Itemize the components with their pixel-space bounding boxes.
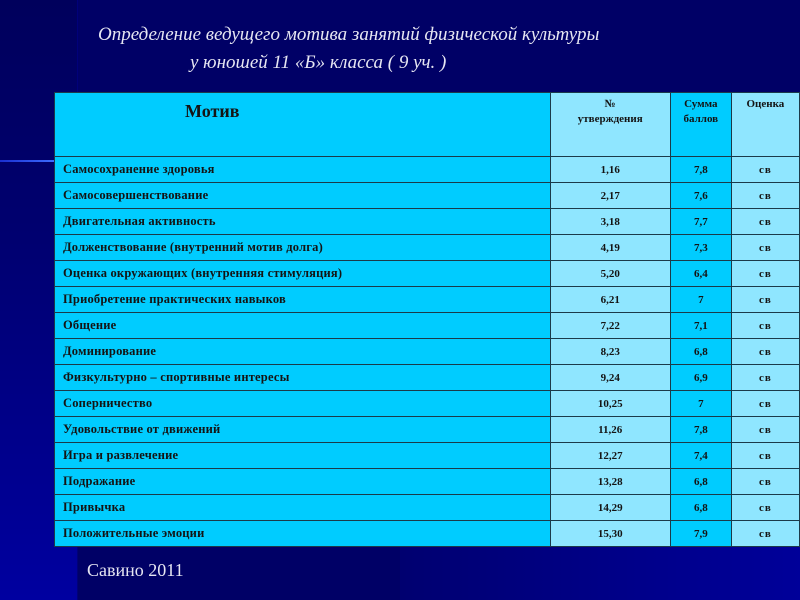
cell-score-sum: 7,9 xyxy=(670,521,731,547)
cell-score-sum: 7,8 xyxy=(670,157,731,183)
table-row xyxy=(55,313,800,339)
cell-statement-number: 13,28 xyxy=(550,469,670,495)
cell-motive: Подражание xyxy=(55,469,551,495)
cell-statement-number: 11,26 xyxy=(550,417,670,443)
header-score-sum-line-2: баллов xyxy=(683,113,719,125)
cell-score-sum: 7,4 xyxy=(670,443,731,469)
table-row xyxy=(55,417,800,443)
slide-title-line-1: Определение ведущего мотива занятий физической культуры xyxy=(98,24,600,45)
cell-score-sum: 7,6 xyxy=(670,183,731,209)
cell-rating: св xyxy=(731,261,799,287)
cell-score-sum: 7,1 xyxy=(670,313,731,339)
table-row xyxy=(55,469,800,495)
motive-table xyxy=(54,92,800,547)
cell-rating: св xyxy=(731,313,799,339)
cell-rating: св xyxy=(731,235,799,261)
cell-rating: св xyxy=(731,469,799,495)
header-statement-number-line-2: утверждения xyxy=(577,113,643,125)
cell-score-sum: 7 xyxy=(670,287,731,313)
cell-rating: св xyxy=(731,183,799,209)
cell-score-sum: 6,4 xyxy=(670,261,731,287)
header-statement-number xyxy=(550,93,670,157)
decorative-accent-line xyxy=(0,160,54,162)
table-row xyxy=(55,339,800,365)
cell-score-sum: 7,7 xyxy=(670,209,731,235)
table-row xyxy=(55,261,800,287)
cell-motive: Оценка окружающих (внутренняя стимуляция) xyxy=(55,261,551,287)
cell-motive: Привычка xyxy=(55,495,551,521)
cell-score-sum: 6,8 xyxy=(670,495,731,521)
cell-score-sum: 7,3 xyxy=(670,235,731,261)
header-statement-number-line-1: № xyxy=(604,98,616,110)
table-row xyxy=(55,183,800,209)
cell-statement-number: 7,22 xyxy=(550,313,670,339)
cell-statement-number: 9,24 xyxy=(550,365,670,391)
cell-rating: св xyxy=(731,365,799,391)
cell-rating: св xyxy=(731,495,799,521)
table-row xyxy=(55,365,800,391)
cell-statement-number: 14,29 xyxy=(550,495,670,521)
cell-motive: Игра и развлечение xyxy=(55,443,551,469)
cell-score-sum: 6,8 xyxy=(670,339,731,365)
cell-statement-number: 1,16 xyxy=(550,157,670,183)
cell-rating: св xyxy=(731,391,799,417)
slide-title-line-2: у юношей 11 «Б» класса ( 9 уч. ) xyxy=(190,52,447,73)
table-row xyxy=(55,495,800,521)
cell-rating: св xyxy=(731,417,799,443)
cell-motive: Удовольствие от движений xyxy=(55,417,551,443)
header-score-sum xyxy=(670,93,731,157)
cell-statement-number: 15,30 xyxy=(550,521,670,547)
table-header-row xyxy=(55,93,800,157)
header-score-sum-line-1: Сумма xyxy=(684,98,718,110)
cell-statement-number: 2,17 xyxy=(550,183,670,209)
cell-motive: Двигательная активность xyxy=(55,209,551,235)
cell-motive: Доминирование xyxy=(55,339,551,365)
cell-rating: св xyxy=(731,157,799,183)
cell-score-sum: 7,8 xyxy=(670,417,731,443)
table-row xyxy=(55,521,800,547)
header-motive: Мотив xyxy=(55,93,551,157)
table-row xyxy=(55,157,800,183)
cell-statement-number: 8,23 xyxy=(550,339,670,365)
table-row xyxy=(55,443,800,469)
cell-rating: св xyxy=(731,209,799,235)
cell-motive: Положительные эмоции xyxy=(55,521,551,547)
footer-author-year: Савино 2011 xyxy=(87,560,184,580)
table-row xyxy=(55,391,800,417)
cell-motive: Самосовершенствование xyxy=(55,183,551,209)
cell-motive: Соперничество xyxy=(55,391,551,417)
cell-motive: Долженствование (внутренний мотив долга) xyxy=(55,235,551,261)
cell-statement-number: 12,27 xyxy=(550,443,670,469)
cell-motive: Общение xyxy=(55,313,551,339)
cell-score-sum: 7 xyxy=(670,391,731,417)
cell-rating: св xyxy=(731,287,799,313)
cell-statement-number: 3,18 xyxy=(550,209,670,235)
cell-statement-number: 10,25 xyxy=(550,391,670,417)
table-row xyxy=(55,209,800,235)
cell-rating: св xyxy=(731,443,799,469)
cell-motive: Самосохранение здоровья xyxy=(55,157,551,183)
cell-score-sum: 6,9 xyxy=(670,365,731,391)
table-row xyxy=(55,235,800,261)
cell-motive: Приобретение практических навыков xyxy=(55,287,551,313)
cell-motive: Физкультурно – спортивные интересы xyxy=(55,365,551,391)
cell-statement-number: 5,20 xyxy=(550,261,670,287)
cell-score-sum: 6,8 xyxy=(670,469,731,495)
header-rating: Оценка xyxy=(731,93,799,157)
cell-statement-number: 4,19 xyxy=(550,235,670,261)
cell-rating: св xyxy=(731,339,799,365)
cell-statement-number: 6,21 xyxy=(550,287,670,313)
cell-rating: св xyxy=(731,521,799,547)
table-row xyxy=(55,287,800,313)
